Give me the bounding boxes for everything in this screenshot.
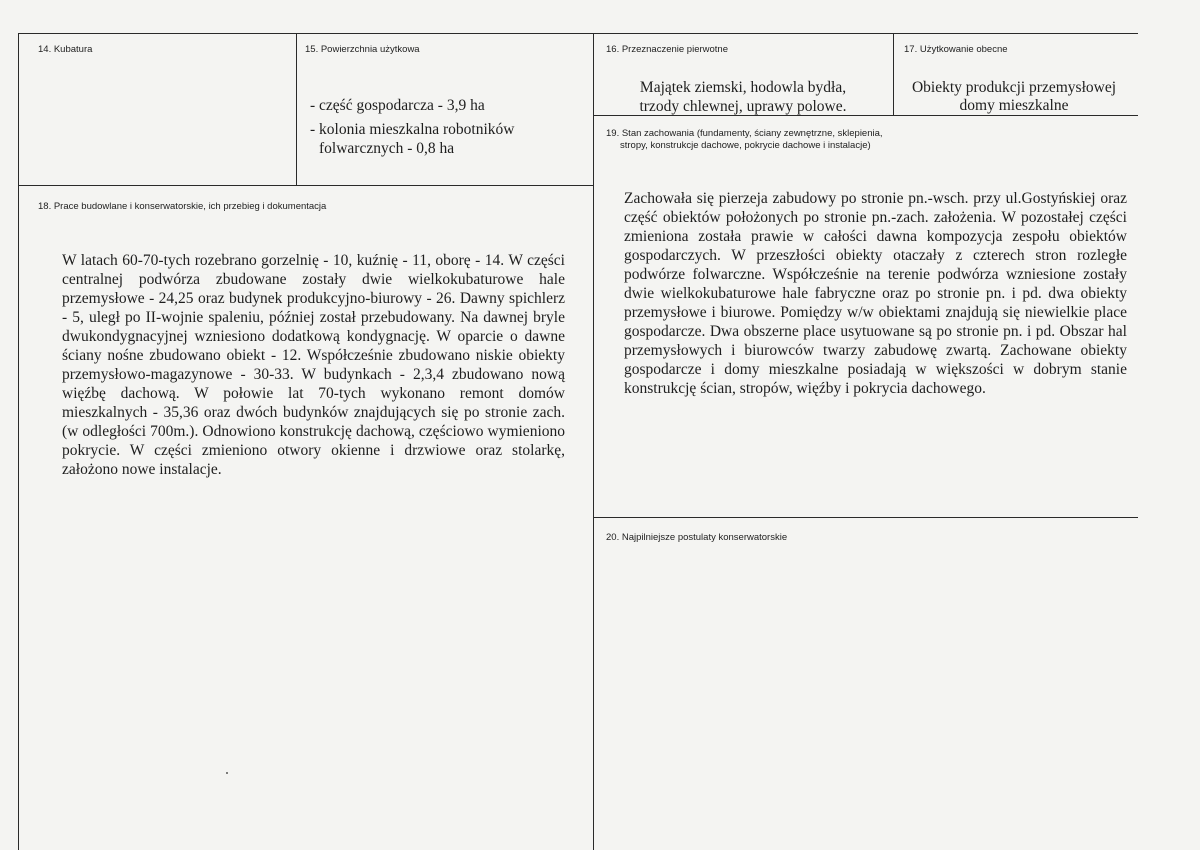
field-20-label: 20. Najpilniejsze postulaty konserwatorskie	[606, 532, 788, 543]
top-border-line	[18, 33, 1138, 34]
field-19-label-line-2: stropy, konstrukcje dachowe, pokrycie dachowe i instalacje)	[620, 140, 871, 151]
stray-dot	[226, 772, 228, 774]
field-16-line-2: trzody chlewnej, uprawy polowe.	[639, 98, 847, 115]
field-17-line-1: Obiekty produkcji przemysłowej	[911, 79, 1117, 96]
field-18-label: 18. Prace budowlane i konserwatorskie, ich przebieg i dokumentacja	[38, 201, 327, 212]
field-18-text: W latach 60-70-tych rozebrano gorzelnię - 10, kuźnię - 11, oborę - 14. W części centralnej podwórza zbudowane zostały dwie wielkokubaturowe hale przemysłowe - 24,25 oraz budynek produkcyjno-biurowy - 26. Dawny spichlerz - 5, uległ po II-wojnie spaleniu, później został przebudowany. Na dawnej bryle dwukondygnacyjnej wzniesiono dodatkową kondygnację. W oparcie o dawne ściany nośne zbudowano obiekt - 12. Współcześnie zbudowano niskie obiekty przemysłowo-magazynowe - 30-33. W budynkach - 2,3,4 zbudowano nową więźbę dachową. W połowie lat 70-tych wykonano remont domów mieszkalnych - 35,36 oraz dwóch budynków znajdujących się po stronie zach. (w odległości 700m.). Odnowiono konstrukcję dachową, częściowo wymieniono pokrycie. W części zmieniono otwory okienne i drzwiowe oraz stolarkę, założono nowe instalacje.	[62, 252, 565, 478]
field-15-line-2: - kolonia mieszkalna robotników	[310, 121, 515, 138]
center-divider-line	[593, 33, 594, 850]
left-section-divider	[18, 185, 594, 186]
left-border-line	[18, 33, 19, 850]
field-16-line-1: Majątek ziemski, hodowla bydła,	[639, 79, 847, 96]
field-19-label-line-1: 19. Stan zachowania (fundamenty, ściany zewnętrzne, sklepienia,	[606, 128, 883, 139]
field-15-line-1: - część gospodarcza - 3,9 ha	[310, 97, 485, 114]
field-14-label: 14. Kubatura	[38, 44, 93, 55]
field-16-label: 16. Przeznaczenie pierwotne	[606, 44, 728, 55]
field-17-label: 17. Użytkowanie obecne	[904, 44, 1008, 55]
field-15-line-3: folwarcznych - 0,8 ha	[319, 140, 455, 157]
field-19-text: Zachowała się pierzeja zabudowy po stronie pn.-wsch. przy ul.Gostyńskiej oraz część obiektów położonych po stronie pn.-zach. założenia. W pozostałej części zmieniona została prawie w całości dawna kompozycja zespołu obiektów gospodarczych. W przeszłości obiekty otaczały z czterech stron rozległe podwórze folwarczne. Współcześnie na terenie podwórza wzniesione zostały dwie wielkokubaturowe hale fabryczne oraz po stronie pn. i pd. dwa obiekty przemysłowe i biurowe. Pomiędzy w/w obiektami znajdują się niewielkie place gospodarcze. Dwa obszerne place usytuowane są po stronie pn. i pd. Obszar hal przemysłowych i biurowców twarzy zabudowę zwartą. Zachowane obiekty gospodarcze i domy mieszkalne posiadają w większości w dobrym stanie konstrukcję ścian, stropów, więźby i pokrycia dachowego.	[624, 190, 1127, 397]
field-17-line-2: domy mieszkalne	[959, 97, 1069, 114]
right-lower-divider	[593, 517, 1138, 518]
field-15-label: 15. Powierzchnia użytkowa	[305, 44, 420, 55]
divider-16-17	[893, 33, 894, 115]
divider-14-15	[296, 33, 297, 186]
